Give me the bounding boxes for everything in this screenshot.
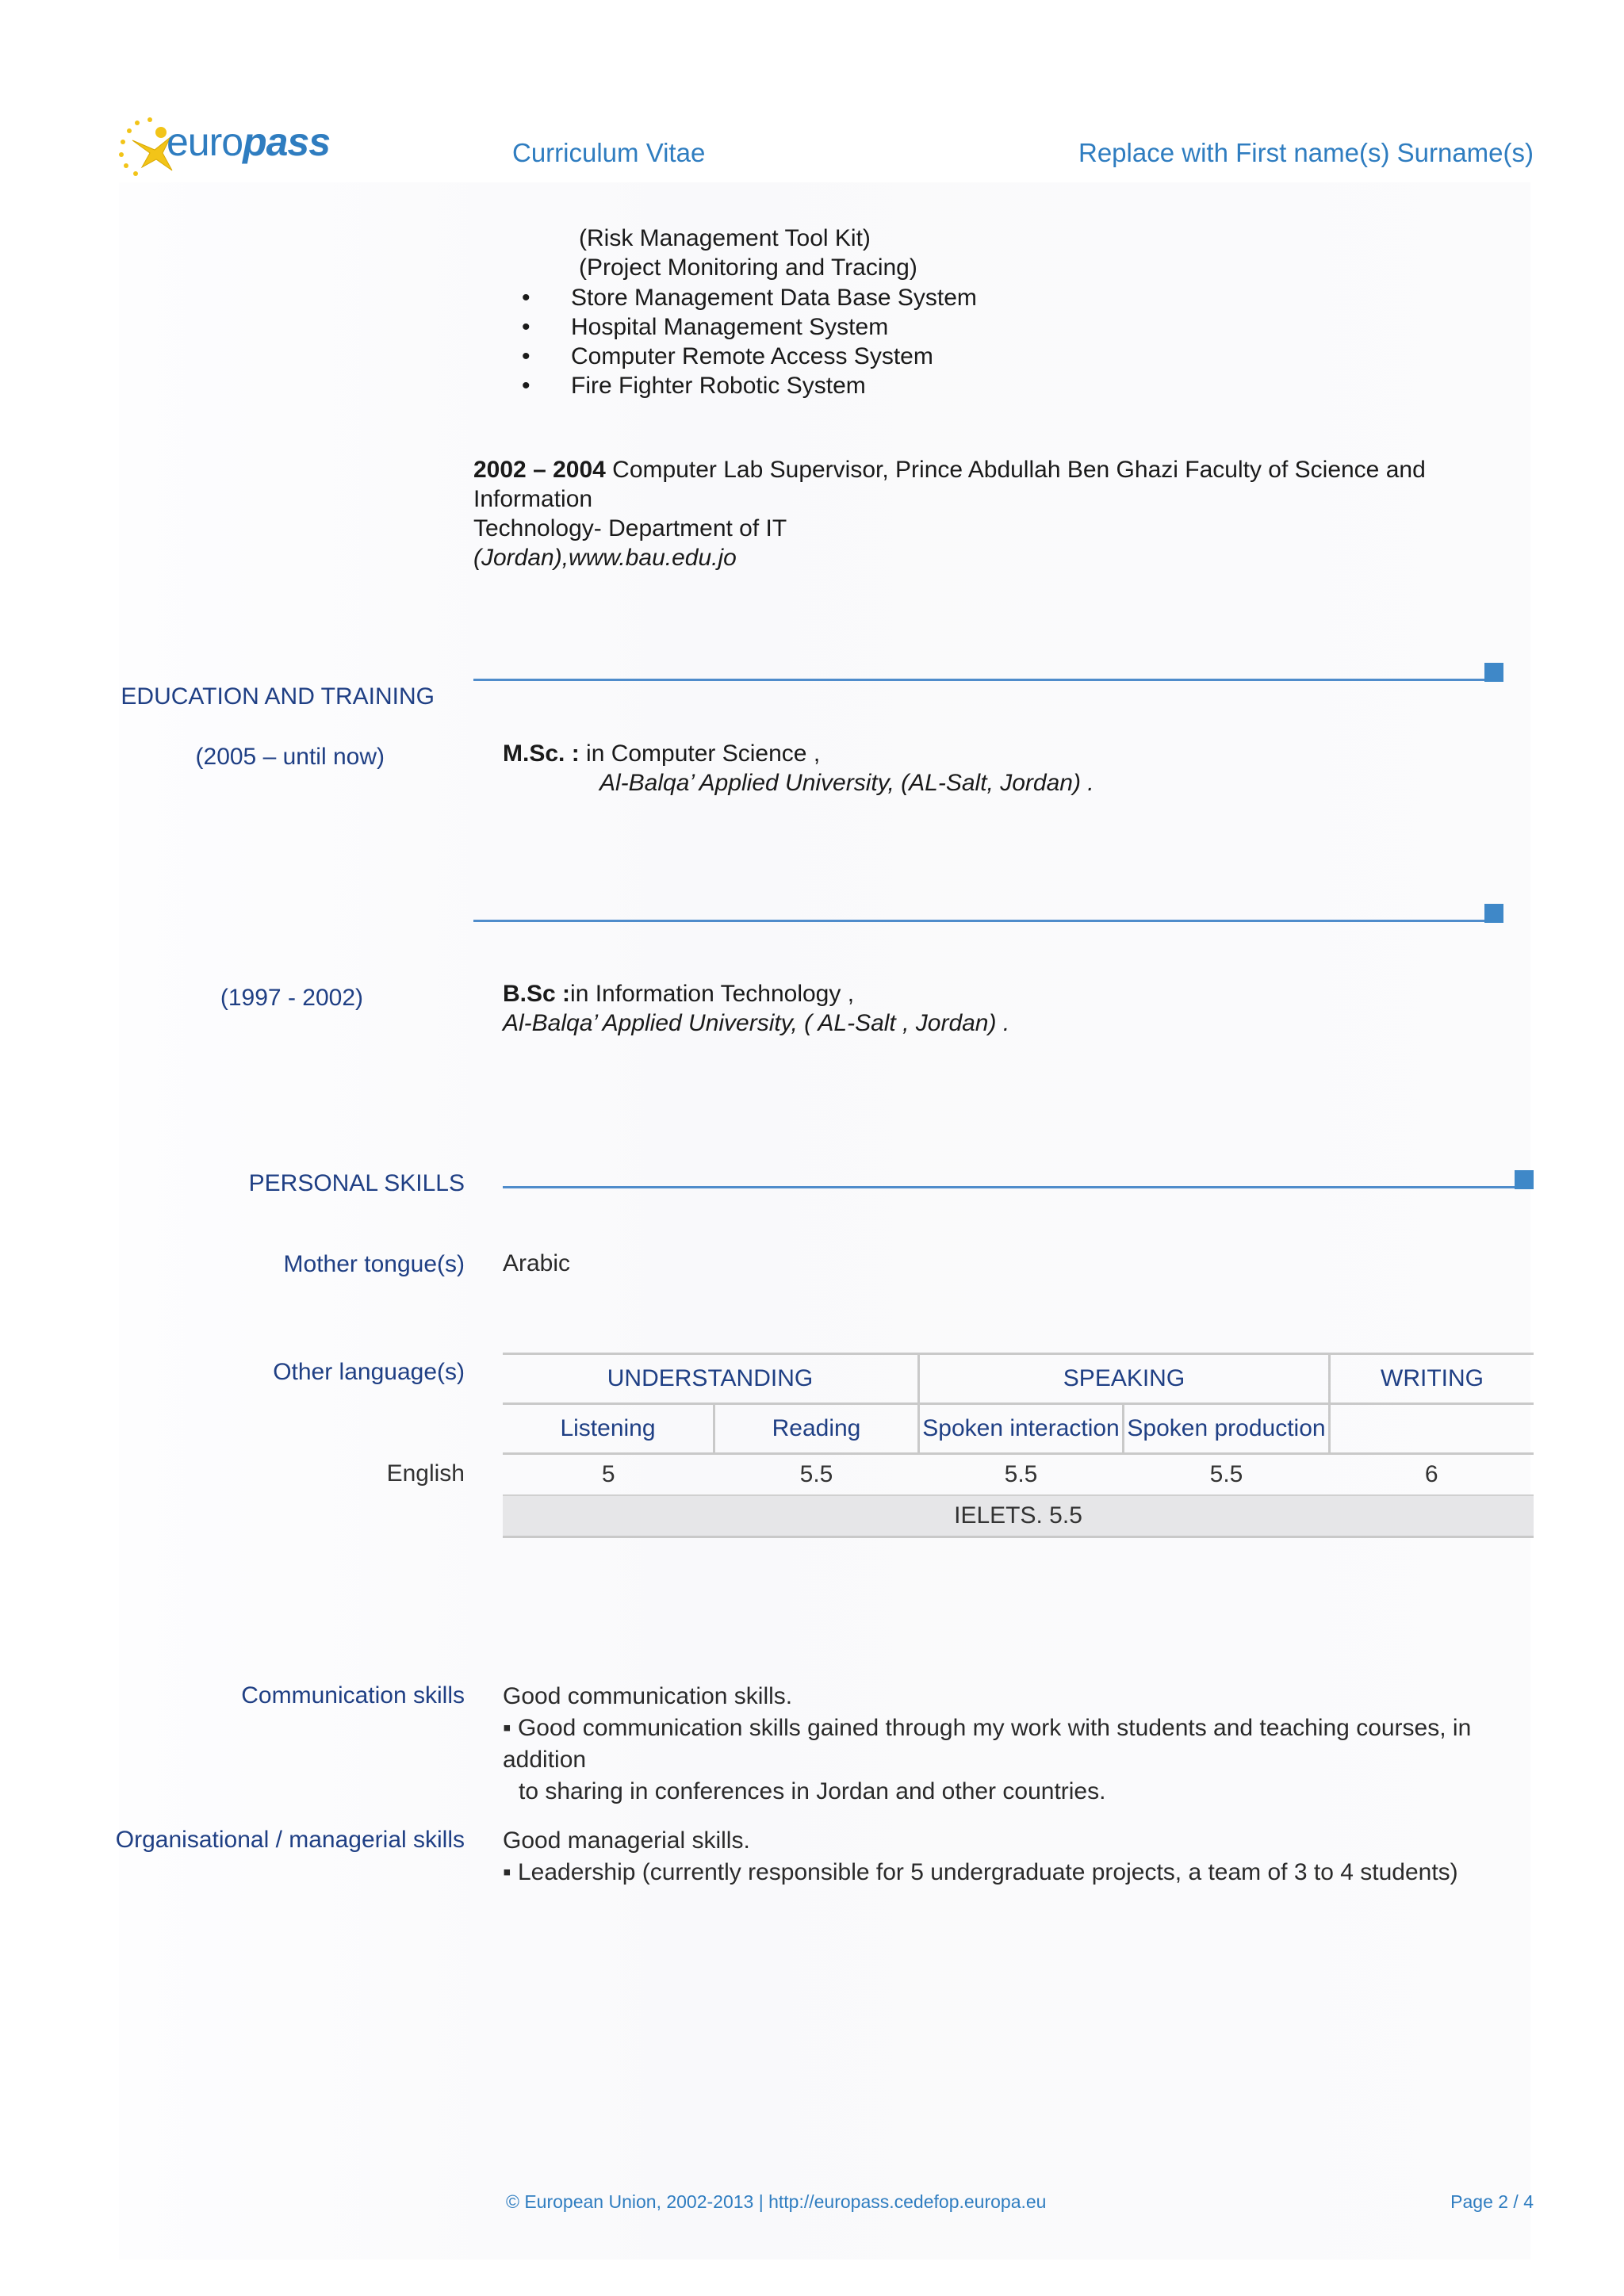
header-spoken-interaction: Spoken interaction — [919, 1404, 1124, 1454]
experience-role-2: Information — [473, 486, 593, 512]
header-writing-empty — [1330, 1404, 1534, 1454]
communication-skills-label: Communication skills — [241, 1682, 465, 1709]
list-item: • Hospital Management System — [522, 314, 889, 340]
degree-label: B.Sc : — [503, 981, 571, 1007]
language-table — [503, 1353, 1534, 1538]
header-writing: WRITING — [1330, 1354, 1534, 1404]
communication-line: ▪ Good communication skills gained through my work with students and teaching courses, in addition — [503, 1715, 1472, 1773]
organisational-line: ▪ Leadership (currently responsible for 5 undergraduate projects, a team of 3 to 4 students) — [503, 1859, 1458, 1885]
experience-dept: Technology- Department of IT — [473, 515, 787, 541]
education-entry — [503, 739, 1094, 798]
europass-wordmark: europass — [167, 120, 331, 164]
organisational-skills-text — [503, 1825, 1534, 1888]
section-title-education: EDUCATION AND TRAINING — [121, 683, 435, 710]
language-name: English — [386, 1460, 465, 1487]
header-speaking: SPEAKING — [919, 1354, 1330, 1404]
degree-label: M.Sc. : — [503, 740, 580, 767]
experience-entry — [473, 455, 1536, 572]
education-dates: (1997 - 2002) — [220, 985, 363, 1011]
table-row — [503, 1454, 1534, 1496]
experience-location: (Jordan),www.bau.edu.jo — [473, 545, 737, 571]
header-understanding: UNDERSTANDING — [503, 1354, 919, 1404]
organisational-line: Good managerial skills. — [503, 1827, 750, 1854]
name-placeholder: Replace with First name(s) Surname(s) — [1078, 138, 1534, 167]
list-item: • Store Management Data Base System — [522, 285, 977, 311]
list-item: • Fire Fighter Robotic System — [522, 373, 866, 399]
experience-dates: 2002 – 2004 — [473, 457, 606, 483]
footer-copyright: © European Union, 2002-2013 | http://europass.cedefop.europa.eu — [506, 2191, 1047, 2212]
value-listening: 5 — [503, 1454, 714, 1496]
value-spoken-production: 5.5 — [1124, 1454, 1330, 1496]
header-reading: Reading — [714, 1404, 919, 1454]
degree-field: in Information Technology , — [570, 981, 855, 1007]
page-number: Page 2 / 4 — [1450, 2191, 1534, 2212]
mother-tongue-label: Mother tongue(s) — [283, 1251, 465, 1277]
degree-field: in Computer Science , — [579, 740, 821, 767]
list-item: • Computer Remote Access System — [522, 343, 933, 369]
header-listening: Listening — [503, 1404, 714, 1454]
cv-title: Curriculum Vitae — [512, 138, 706, 167]
section-divider — [503, 1186, 1516, 1188]
communication-line: Good communication skills. — [503, 1683, 793, 1709]
project-continued-2: (Project Monitoring and Tracing) — [579, 254, 917, 281]
section-title-personal-skills: PERSONAL SKILLS — [248, 1170, 465, 1196]
communication-line: to sharing in conferences in Jordan and other countries. — [519, 1778, 1106, 1804]
education-dates: (2005 – until now) — [195, 744, 385, 770]
value-spoken-interaction: 5.5 — [919, 1454, 1124, 1496]
education-entry — [503, 979, 1009, 1038]
institution: Al-Balqa’ Applied University, (AL-Salt, Jordan) . — [599, 770, 1094, 796]
section-divider — [473, 920, 1486, 922]
organisational-skills-label: Organisational / managerial skills — [115, 1827, 465, 1853]
section-marker-icon — [1484, 904, 1503, 923]
bullet-icon: • — [522, 373, 530, 399]
mother-tongue-value: Arabic — [503, 1250, 571, 1276]
bullet-icon: • — [522, 285, 530, 311]
value-writing: 6 — [1330, 1454, 1534, 1496]
experience-role: Computer Lab Supervisor, Prince Abdullah Ben Ghazi Faculty of Science and — [605, 457, 1426, 483]
bullet-icon: • — [522, 343, 530, 369]
institution: Al-Balqa’ Applied University, ( AL-Salt , Jordan) . — [503, 1010, 1010, 1036]
bullet-icon: • — [522, 314, 530, 340]
header-spoken-production: Spoken production — [1124, 1404, 1330, 1454]
projects-list — [522, 283, 977, 400]
section-marker-icon — [1515, 1170, 1534, 1189]
section-divider — [473, 679, 1486, 681]
other-languages-label: Other language(s) — [273, 1359, 465, 1385]
communication-skills-text — [503, 1681, 1534, 1808]
certificate: IELETS. 5.5 — [503, 1495, 1534, 1537]
value-reading: 5.5 — [714, 1454, 919, 1496]
section-marker-icon — [1484, 663, 1503, 682]
project-continued-1: (Risk Management Tool Kit) — [579, 225, 871, 251]
table-row — [503, 1495, 1534, 1537]
